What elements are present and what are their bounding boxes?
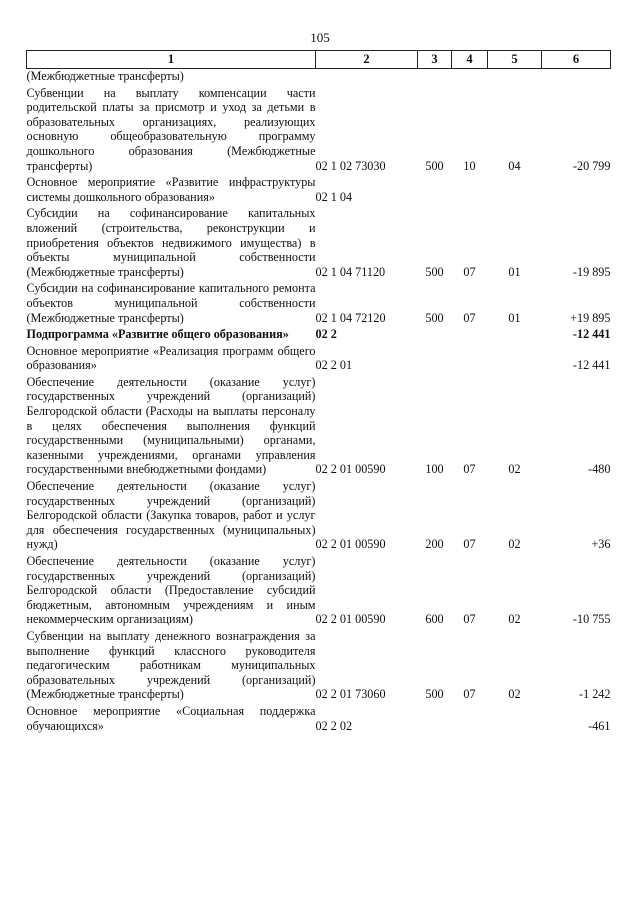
cell-amount: -19 895 — [572, 264, 611, 279]
table-row — [27, 204, 611, 279]
cell-c3: 600 — [425, 612, 444, 627]
cell-c5 — [488, 702, 542, 733]
cell-c5 — [488, 342, 542, 373]
cell-c3 — [418, 69, 452, 84]
cell-c4 — [452, 702, 488, 733]
cell-c5 — [488, 69, 542, 84]
cell-name: Основное мероприятие «Развитие инфраструктуры системы дошкольного образования» — [26, 175, 316, 204]
cell-c5: 02 — [508, 612, 521, 627]
cell-name: Основное мероприятие «Социальная поддержка обучающихся» — [26, 703, 316, 733]
cell-amount: -12 441 — [572, 327, 611, 342]
cell-amount: -12 441 — [572, 358, 611, 373]
table-row — [27, 84, 611, 174]
column-header: 6 — [542, 51, 611, 69]
cell-c5: 02 — [508, 462, 521, 477]
table-row — [27, 173, 611, 204]
cell-code — [316, 69, 418, 84]
cell-amount: +36 — [591, 537, 611, 552]
cell-c4: 07 — [463, 537, 476, 552]
cell-c3 — [418, 173, 452, 204]
cell-code: 02 2 01 00590 — [315, 462, 386, 477]
cell-c3: 500 — [425, 687, 444, 702]
cell-name: Субвенции на выплату компенсации части родительской платы за присмотр и уход за детьми в образовательных организациях, реализующих основную общеобразовательную программу дошкольного образования (Межбюджетные трансферты) — [26, 85, 316, 173]
table-header — [27, 51, 611, 69]
cell-name: Основное мероприятие «Реализация программ общего образования» — [26, 343, 316, 373]
cell-code: 02 2 01 00590 — [315, 537, 386, 552]
cell-c3: 200 — [425, 537, 444, 552]
cell-c5: 01 — [508, 264, 521, 279]
cell-c4: 07 — [463, 310, 476, 325]
column-header: 1 — [27, 51, 316, 69]
cell-c5: 01 — [508, 310, 521, 325]
cell-c4 — [452, 69, 488, 84]
cell-c4 — [452, 173, 488, 204]
cell-c5: 04 — [508, 158, 521, 173]
cell-code: 02 2 01 73060 — [315, 687, 386, 702]
table-row — [27, 325, 611, 342]
cell-c5: 02 — [508, 537, 521, 552]
cell-amount — [542, 173, 611, 204]
table-row — [27, 342, 611, 373]
cell-name: Субсидии на софинансирование капитального ремонта объектов муниципальной собственности (Межбюджетные трансферты) — [26, 281, 316, 325]
cell-code: 02 1 04 — [315, 189, 353, 204]
cell-name: Обеспечение деятельности (оказание услуг) государственных учреждений (организаций) Белгородской области (Расходы на выплаты персоналу в целях обеспечения выполнения функций государственными (муниципальными) органами, казенными учреждениями, органами управления государственными внебюджетными фондами) — [26, 374, 316, 477]
table-row — [27, 477, 611, 552]
cell-name: (Межбюджетные трансферты) — [26, 69, 184, 83]
cell-c3 — [418, 702, 452, 733]
cell-amount — [542, 69, 611, 84]
cell-c3: 500 — [425, 264, 444, 279]
cell-name: Подпрограмма «Развитие общего образования» — [26, 327, 289, 342]
column-header: 2 — [316, 51, 418, 69]
cell-amount: +19 895 — [570, 310, 611, 325]
cell-code: 02 1 04 72120 — [315, 310, 386, 325]
cell-c5 — [488, 325, 542, 342]
cell-code: 02 1 02 73030 — [315, 158, 386, 173]
cell-name: Обеспечение деятельности (оказание услуг) государственных учреждений (организаций) Белгородской области (Предоставление субсидий бюджетным, автономным учреждениям и иным некоммерческим организациям) — [26, 554, 316, 627]
cell-c4: 07 — [463, 612, 476, 627]
cell-name: Субвенции на выплату денежного вознаграждения за выполнение функций классного руководителя педагогическим работникам муниципальных образовательных учреждений (организаций) (Межбюджетные трансферты) — [26, 628, 316, 702]
cell-c3 — [418, 325, 452, 342]
column-header: 3 — [418, 51, 452, 69]
cell-amount: -1 242 — [579, 687, 611, 702]
cell-name: Субсидии на софинансирование капитальных вложений (строительства, реконструкции и приобретения объектов недвижимого имущества) в объекты муниципальной собственности (Межбюджетные трансферты) — [26, 206, 316, 279]
cell-c5 — [488, 173, 542, 204]
cell-amount: -20 799 — [572, 158, 611, 173]
cell-code: 02 2 — [315, 327, 337, 342]
cell-name: Обеспечение деятельности (оказание услуг) государственных учреждений (организаций) Белгородской области (Закупка товаров, работ и услуг для обеспечения государственных (муниципальных) нужд) — [26, 479, 316, 552]
budget-table — [26, 50, 611, 733]
cell-c5: 02 — [508, 687, 521, 702]
cell-c4: 07 — [463, 462, 476, 477]
cell-c4 — [452, 342, 488, 373]
cell-c4 — [452, 325, 488, 342]
table-row — [27, 702, 611, 733]
column-header: 4 — [452, 51, 488, 69]
cell-code: 02 2 01 — [315, 358, 353, 373]
cell-c4: 07 — [463, 687, 476, 702]
cell-c4: 07 — [463, 264, 476, 279]
cell-amount: -480 — [588, 462, 611, 477]
column-header: 5 — [488, 51, 542, 69]
table-row — [27, 552, 611, 627]
cell-c3 — [418, 342, 452, 373]
table-row — [27, 279, 611, 325]
cell-c3: 100 — [425, 462, 444, 477]
page-number: 105 — [310, 30, 330, 45]
cell-c4: 10 — [463, 158, 476, 173]
cell-amount: -461 — [588, 718, 611, 733]
table-row — [27, 373, 611, 477]
cell-amount: -10 755 — [572, 612, 611, 627]
table-body — [27, 69, 611, 734]
table-row — [27, 69, 611, 84]
cell-c3: 500 — [425, 310, 444, 325]
cell-code: 02 2 02 — [315, 718, 353, 733]
table-row — [27, 627, 611, 702]
cell-code: 02 2 01 00590 — [315, 612, 386, 627]
cell-code: 02 1 04 71120 — [315, 264, 386, 279]
cell-c3: 500 — [425, 158, 444, 173]
